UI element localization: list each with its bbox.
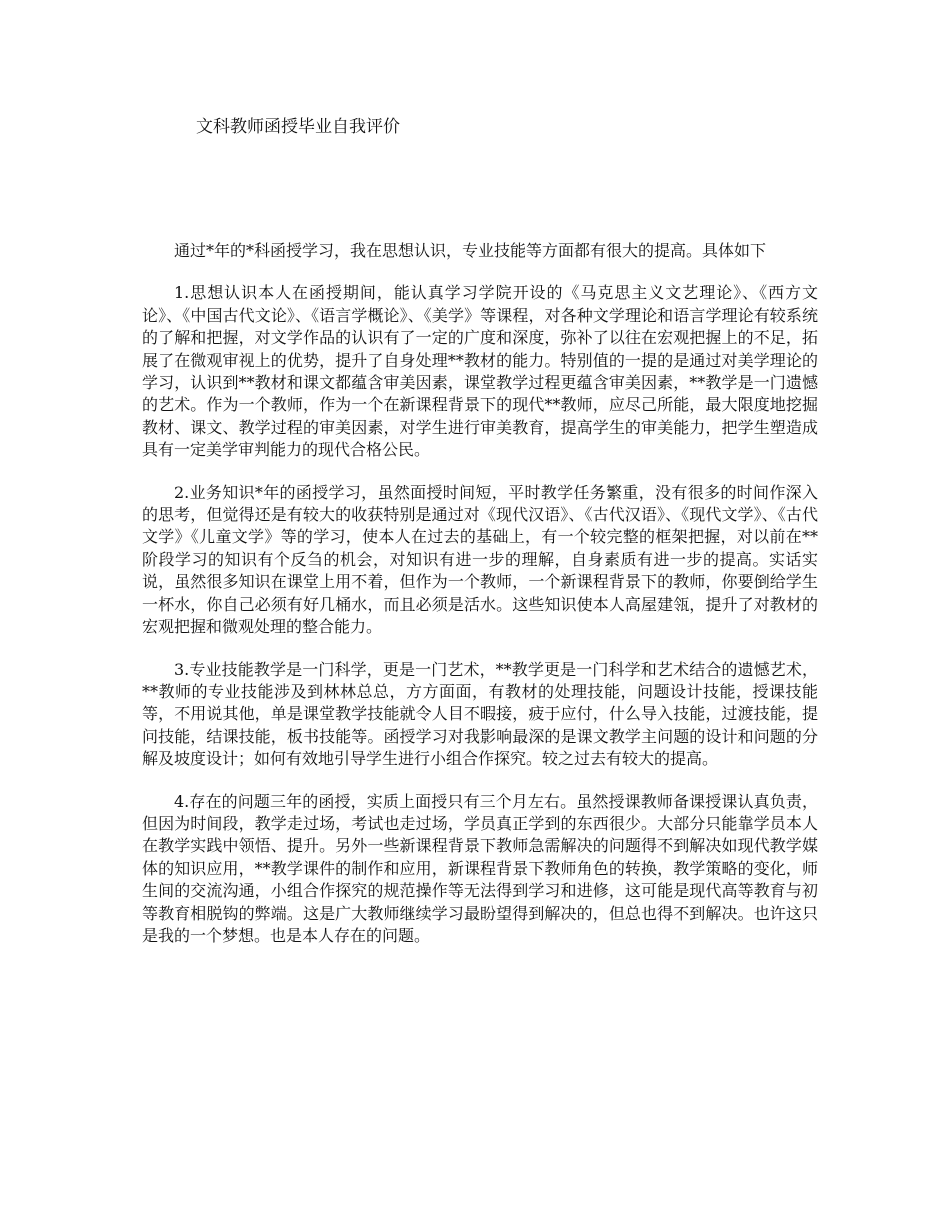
document-body xyxy=(142,240,818,967)
document-title: 文科教师函授毕业自我评价 xyxy=(196,117,400,137)
paragraph-professional-knowledge: 2.业务知识*年的函授学习，虽然面授时间短，平时教学任务繁重，没有很多的时间作深入的思考，但觉得还是有较大的收获特别是通过对《现代汉语》、《古代汉语》、《现代文学》、《古代文学》《儿童文学》等的学习，使本人在过去的基础上，有一个较完整的框架把握，对以前在**阶段学习的知识有个反刍的机会，对知识有进一步的理解，自身素质有进一步的提高。实话实说，虽然很多知识在课堂上用不着，但作为一个教师，一个新课程背景下的教师，你要倒给学生一杯水，你自己必须有好几桶水，而且必须是活水。这些知识使本人高屋建瓴，提升了对教材的宏观把握和微观处理的整合能力。 xyxy=(142,482,818,637)
paragraph-intro: 通过*年的*科函授学习，我在思想认识，专业技能等方面都有很大的提高。具体如下 xyxy=(174,241,767,260)
paragraph-professional-skills: 3.专业技能教学是一门科学，更是一门艺术，**教学更是一门科学和艺术结合的遗憾艺术，**教师的专业技能涉及到林林总总，方方面面，有教材的处理技能，问题设计技能，授课技能等，不用说其他，单是课堂教学技能就令人目不暇接，疲于应付，什么导入技能，过渡技能，提问技能，结课技能，板书技能等。函授学习对我影响最深的是课文教学主问题的设计和问题的分解及坡度设计；如何有效地引导学生进行小组合作探究。较之过去有较大的提高。 xyxy=(142,659,818,769)
paragraph-existing-problems: 4.存在的问题三年的函授，实质上面授只有三个月左右。虽然授课教师备课授课认真负责，但因为时间段，教学走过场，考试也走过场，学员真正学到的东西很少。大部分只能靠学员本人在教学实践中领悟、提升。另外一些新课程背景下教师急需解决的问题得不到解决如现代教学媒体的知识应用，**教学课件的制作和应用，新课程背景下教师角色的转换，教学策略的变化，师生间的交流沟通，小组合作探究的规范操作等无法得到学习和进修，这可能是现代高等教育与初等教育相脱钩的弊端。这是广大教师继续学习最盼望得到解决的，但总也得不到解决。也许这只是我的一个梦想。也是本人存在的问题。 xyxy=(142,791,818,945)
paragraph-ideological-understanding: 1.思想认识本人在函授期间，能认真学习学院开设的《马克思主义文艺理论》、《西方文论》、《中国古代文论》、《语言学概论》、《美学》等课程，对各种文学理论和语言学理论有较系统的了解和把握，对文学作品的认识有了一定的广度和深度，弥补了以往在宏观把握上的不足，拓展了在微观审视上的优势，提升了自身处理**教材的能力。特别值的一提的是通过对美学理论的学习，认识到**教材和课文都蕴含审美因素，课堂教学过程更蕴含审美因素，**教学是一门遗憾的艺术。作为一个教师，作为一个在新课程背景下的现代**教师，应尽己所能，最大限度地挖掘教材、课文、教学过程的审美因素，对学生进行审美教育，提高学生的审美能力，把学生塑造成具有一定美学审判能力的现代合格公民。 xyxy=(142,283,818,460)
